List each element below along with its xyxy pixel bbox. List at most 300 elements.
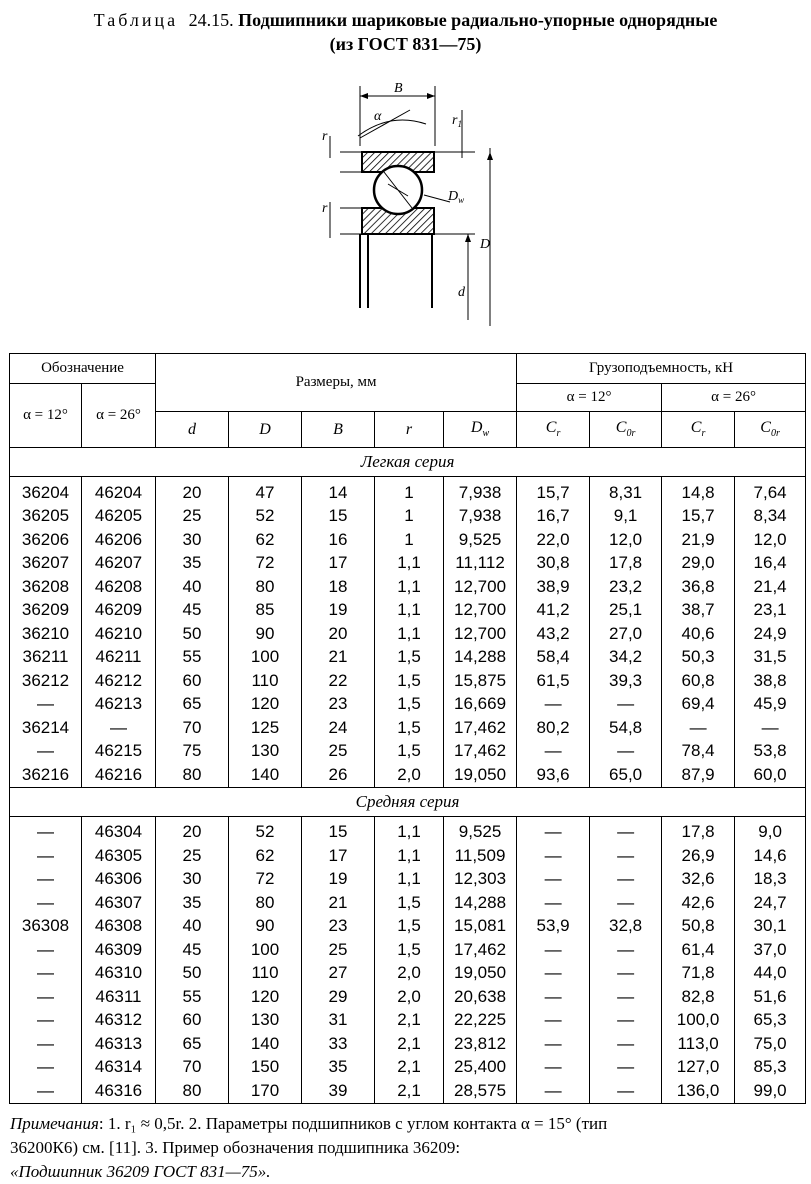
table-cell: 85 [229, 599, 302, 623]
table-cell: — [517, 891, 590, 915]
table-cell: — [590, 1079, 662, 1103]
header-C0r-12: $C_{0r}$ [590, 412, 662, 448]
table-cell: 1,5 [375, 891, 444, 915]
table-cell: 85,3 [735, 1056, 806, 1080]
table-cell: 16 [302, 528, 375, 552]
label-alpha: α [374, 109, 382, 124]
label-B: B [394, 81, 403, 96]
table-cell: 53,9 [517, 915, 590, 939]
table-cell: 17,8 [590, 552, 662, 576]
table-cell: 1 [375, 528, 444, 552]
table-cell: 46209 [82, 599, 156, 623]
table-cell: 36205 [10, 505, 82, 529]
header-Cr-12: $C_r$ [517, 412, 590, 448]
table-cell: 11,112 [444, 552, 517, 576]
table-cell: 36212 [10, 669, 82, 693]
table-cell: 36210 [10, 622, 82, 646]
table-cell: 87,9 [662, 763, 735, 787]
table-cell: 27,0 [590, 622, 662, 646]
table-cell: — [735, 716, 806, 740]
table-cell: 1,5 [375, 716, 444, 740]
table-cell: 9,525 [444, 816, 517, 844]
table-cell: 75 [156, 740, 229, 764]
table-cell: 46309 [82, 938, 156, 962]
table-cell: 36211 [10, 646, 82, 670]
table-cell: 110 [229, 962, 302, 986]
table-cell: 19,050 [444, 962, 517, 986]
header-alpha26: α = 26° [82, 384, 156, 448]
table-cell: 50 [156, 622, 229, 646]
table-cell: 46304 [82, 816, 156, 844]
table-cell: — [10, 962, 82, 986]
table-cell: 136,0 [662, 1079, 735, 1103]
table-cell: 25,1 [590, 599, 662, 623]
table-cell: 18,3 [735, 868, 806, 892]
table-cell: 15,081 [444, 915, 517, 939]
notes-line2: 36200К6) см. [11]. 3. Пример обозначения подшипника 36209: [10, 1138, 461, 1157]
notes-line1: : 1. r₁ ≈ 0,5r. 2. Параметры подшипников с углом контакта α = 15° (тип [98, 1114, 608, 1133]
table-cell: — [517, 1032, 590, 1056]
table-cell: 44,0 [735, 962, 806, 986]
table-cell: 170 [229, 1079, 302, 1103]
table-cell: 22,225 [444, 1009, 517, 1033]
table-cell: 75,0 [735, 1032, 806, 1056]
header-D: D [229, 412, 302, 448]
table-cell: 1 [375, 505, 444, 529]
table-cell: — [662, 716, 735, 740]
table-cell: 30 [156, 528, 229, 552]
table-cell: 36,8 [662, 575, 735, 599]
table-cell: 36209 [10, 599, 82, 623]
table-row [10, 477, 806, 505]
table-cell: 21 [302, 646, 375, 670]
table-cell: 120 [229, 693, 302, 717]
table-cell: 46306 [82, 868, 156, 892]
table-row [10, 505, 806, 529]
table-cell: 46314 [82, 1056, 156, 1080]
table-cell: 41,2 [517, 599, 590, 623]
table-row [10, 528, 806, 552]
table-cell: 23 [302, 693, 375, 717]
table-cell: — [590, 962, 662, 986]
table-cell: 46308 [82, 915, 156, 939]
table-cell: 80 [229, 891, 302, 915]
table-cell: 46310 [82, 962, 156, 986]
table-row [10, 985, 806, 1009]
table-cell: — [517, 1079, 590, 1103]
table-cell: 32,8 [590, 915, 662, 939]
series-light-label: Легкая серия [10, 448, 806, 477]
table-cell: 12,0 [735, 528, 806, 552]
table-cell: 2,1 [375, 1009, 444, 1033]
table-row [10, 891, 806, 915]
table-cell: 2,0 [375, 962, 444, 986]
table-cell: 46208 [82, 575, 156, 599]
table-row [10, 669, 806, 693]
table-cell: 37,0 [735, 938, 806, 962]
table-cell: — [517, 740, 590, 764]
table-cell: 23,812 [444, 1032, 517, 1056]
table-cell: 65 [156, 1032, 229, 1056]
table-cell: 46215 [82, 740, 156, 764]
table-cell: 43,2 [517, 622, 590, 646]
table-cell: 36204 [10, 477, 82, 505]
table-cell: 65,0 [590, 763, 662, 787]
table-cell: 51,6 [735, 985, 806, 1009]
table-cell: — [10, 985, 82, 1009]
table-cell: 62 [229, 528, 302, 552]
table-cell: 29 [302, 985, 375, 1009]
table-cell: 15 [302, 505, 375, 529]
table-cell: 1,1 [375, 844, 444, 868]
table-cell: 17,462 [444, 716, 517, 740]
table-cell: 9,525 [444, 528, 517, 552]
table-cell: 46313 [82, 1032, 156, 1056]
table-cell: 46207 [82, 552, 156, 576]
table-cell: 11,509 [444, 844, 517, 868]
table-cell: 17,462 [444, 938, 517, 962]
table-cell: 46206 [82, 528, 156, 552]
table-cell: 12,0 [590, 528, 662, 552]
table-cell: 34,2 [590, 646, 662, 670]
table-cell: 80 [156, 763, 229, 787]
table-cell: 14,288 [444, 646, 517, 670]
table-cell: 140 [229, 1032, 302, 1056]
table-cell: 25 [156, 844, 229, 868]
table-cell: 12,303 [444, 868, 517, 892]
table-cell: 61,5 [517, 669, 590, 693]
table-cell: 35 [156, 891, 229, 915]
table-cell: 65 [156, 693, 229, 717]
table-cell: 1,5 [375, 693, 444, 717]
table-cell: 52 [229, 816, 302, 844]
table-cell: — [517, 985, 590, 1009]
table-cell: 71,8 [662, 962, 735, 986]
table-cell: 24,7 [735, 891, 806, 915]
table-cell: 1,1 [375, 575, 444, 599]
table-row [10, 962, 806, 986]
notes-prefix: Примечания [10, 1114, 99, 1133]
table-cell: 20,638 [444, 985, 517, 1009]
table-cell: 23 [302, 915, 375, 939]
table-cell: 100,0 [662, 1009, 735, 1033]
table-cell: 15 [302, 816, 375, 844]
table-cell: — [590, 1056, 662, 1080]
table-cell: 45,9 [735, 693, 806, 717]
table-cell: 127,0 [662, 1056, 735, 1080]
table-cell: 1,1 [375, 622, 444, 646]
label-r-left: r [322, 201, 328, 216]
table-cell: 19 [302, 868, 375, 892]
table-cell: 1,5 [375, 740, 444, 764]
table-cell: — [10, 740, 82, 764]
table-row [10, 646, 806, 670]
table-cell: 20 [156, 816, 229, 844]
header-capacity: Грузоподъемность, кН [517, 354, 806, 384]
table-cell: 8,34 [735, 505, 806, 529]
table-cell: 33 [302, 1032, 375, 1056]
title-number: 24.15. [188, 10, 234, 30]
table-cell: 9,1 [590, 505, 662, 529]
table-cell: 23,1 [735, 599, 806, 623]
table-cell: 50,8 [662, 915, 735, 939]
table-cell: 113,0 [662, 1032, 735, 1056]
table-cell: 14 [302, 477, 375, 505]
table-cell: 25 [156, 505, 229, 529]
table-cell: 23,2 [590, 575, 662, 599]
table-cell: 26,9 [662, 844, 735, 868]
table-cell: 54,8 [590, 716, 662, 740]
table-cell: 58,4 [517, 646, 590, 670]
table-cell: 15,875 [444, 669, 517, 693]
table-cell: 17 [302, 844, 375, 868]
table-cell: — [10, 1032, 82, 1056]
table-title [0, 8, 811, 56]
table-cell: 14,6 [735, 844, 806, 868]
table-cell: 46311 [82, 985, 156, 1009]
table-cell: — [590, 816, 662, 844]
table-cell: 46211 [82, 646, 156, 670]
light-series-body [10, 448, 806, 788]
table-cell: 46316 [82, 1079, 156, 1103]
label-Dw: $D_w$ [448, 189, 465, 205]
table-cell: — [590, 1032, 662, 1056]
table-row [10, 716, 806, 740]
table-cell: 2,1 [375, 1079, 444, 1103]
table-cell: 40,6 [662, 622, 735, 646]
label-D: D [480, 237, 491, 252]
table-cell: 21,9 [662, 528, 735, 552]
table-cell: 80,2 [517, 716, 590, 740]
table-row [10, 816, 806, 844]
table-cell: — [590, 844, 662, 868]
table-cell: 15,7 [517, 477, 590, 505]
table-cell: 38,8 [735, 669, 806, 693]
table-cell: — [517, 868, 590, 892]
table-cell: — [517, 816, 590, 844]
table-cell: — [590, 938, 662, 962]
table-cell: — [517, 693, 590, 717]
table-cell: 55 [156, 646, 229, 670]
table-cell: 36207 [10, 552, 82, 576]
table-cell: — [517, 844, 590, 868]
header-Dw: $D_w$ [444, 412, 517, 448]
table-cell: 80 [229, 575, 302, 599]
table-cell: 40 [156, 915, 229, 939]
table-cell: 46305 [82, 844, 156, 868]
table-cell: 1 [375, 477, 444, 505]
table-cell: 8,31 [590, 477, 662, 505]
table-cell: 60,8 [662, 669, 735, 693]
table-cell: — [590, 868, 662, 892]
table-cell: 2,0 [375, 985, 444, 1009]
table-row [10, 552, 806, 576]
medium-series-body [10, 787, 806, 1103]
table-cell: 31,5 [735, 646, 806, 670]
table-cell: — [590, 693, 662, 717]
table-cell: 17 [302, 552, 375, 576]
table-cell: 130 [229, 1009, 302, 1033]
table-cell: 72 [229, 868, 302, 892]
table-cell: 21,4 [735, 575, 806, 599]
table-cell: 55 [156, 985, 229, 1009]
table-cell: 1,5 [375, 938, 444, 962]
table-cell: 26 [302, 763, 375, 787]
table-cell: 20 [302, 622, 375, 646]
table-cell: 19,050 [444, 763, 517, 787]
label-r-left-top: r [322, 129, 328, 144]
table-cell: — [10, 868, 82, 892]
table-cell: — [10, 844, 82, 868]
table-cell: 50 [156, 962, 229, 986]
table-row [10, 868, 806, 892]
table-cell: 25,400 [444, 1056, 517, 1080]
table-cell: — [10, 1056, 82, 1080]
table-cell: 2,1 [375, 1032, 444, 1056]
table-row [10, 622, 806, 646]
header-d: d [156, 412, 229, 448]
table-cell: 45 [156, 938, 229, 962]
table-cell: 36216 [10, 763, 82, 787]
table-cell: 35 [302, 1056, 375, 1080]
header-alpha12: α = 12° [10, 384, 82, 448]
table-cell: 93,6 [517, 763, 590, 787]
table-cell: 62 [229, 844, 302, 868]
table-cell: 130 [229, 740, 302, 764]
table-cell: — [517, 962, 590, 986]
table-cell: 50,3 [662, 646, 735, 670]
series-medium-label: Средняя серия [10, 787, 806, 816]
table-cell: 69,4 [662, 693, 735, 717]
table-cell: — [590, 891, 662, 915]
table-cell: 46210 [82, 622, 156, 646]
table-cell: 80 [156, 1079, 229, 1103]
table-notes [10, 1112, 810, 1184]
table-cell: 19 [302, 599, 375, 623]
table-cell: 120 [229, 985, 302, 1009]
table-cell: 30 [156, 868, 229, 892]
table-cell: 38,7 [662, 599, 735, 623]
table-cell: 38,9 [517, 575, 590, 599]
table-cell: — [10, 891, 82, 915]
table-cell: — [82, 716, 156, 740]
table-cell: 1,5 [375, 669, 444, 693]
table-cell: 100 [229, 646, 302, 670]
table-cell: 22 [302, 669, 375, 693]
table-row [10, 1009, 806, 1033]
table-cell: 14,288 [444, 891, 517, 915]
table-cell: 46204 [82, 477, 156, 505]
table-cell: — [517, 1056, 590, 1080]
table-cell: 30,1 [735, 915, 806, 939]
table-cell: 12,700 [444, 575, 517, 599]
table-cell: 1,1 [375, 816, 444, 844]
table-cell: 40 [156, 575, 229, 599]
table-cell: 17,462 [444, 740, 517, 764]
table-cell: 1,5 [375, 915, 444, 939]
table-cell: 7,938 [444, 505, 517, 529]
bearing-cross-section-icon [300, 78, 500, 330]
table-cell: 90 [229, 915, 302, 939]
table-cell: 110 [229, 669, 302, 693]
header-r: r [375, 412, 444, 448]
header-Cr-26: $C_r$ [662, 412, 735, 448]
table-cell: 140 [229, 763, 302, 787]
table-cell: 20 [156, 477, 229, 505]
title-text-line2: (из ГОСТ 831—75) [329, 34, 482, 54]
table-cell: 21 [302, 891, 375, 915]
table-row [10, 599, 806, 623]
table-cell: 29,0 [662, 552, 735, 576]
header-B: B [302, 412, 375, 448]
table-cell: 1,5 [375, 646, 444, 670]
table-cell: — [590, 985, 662, 1009]
table-cell: 32,6 [662, 868, 735, 892]
table-cell: 46307 [82, 891, 156, 915]
label-r1: $r_1$ [452, 113, 462, 129]
table-cell: 1,1 [375, 599, 444, 623]
header-designation: Обозначение [10, 354, 156, 384]
table-cell: 42,6 [662, 891, 735, 915]
header-cap-alpha12: α = 12° [517, 384, 662, 412]
table-cell: 12,700 [444, 622, 517, 646]
table-cell: — [10, 693, 82, 717]
title-label: Таблица [93, 10, 179, 30]
table-cell: 60 [156, 669, 229, 693]
table-cell: 18 [302, 575, 375, 599]
table-cell: 90 [229, 622, 302, 646]
table-cell: — [590, 740, 662, 764]
table-cell: — [10, 816, 82, 844]
table-cell: 7,938 [444, 477, 517, 505]
table-cell: 30,8 [517, 552, 590, 576]
table-cell: 39,3 [590, 669, 662, 693]
bearing-drawing [300, 78, 500, 330]
table-row [10, 575, 806, 599]
table-cell: 25 [302, 938, 375, 962]
table-cell: 1,1 [375, 868, 444, 892]
table-cell: 12,700 [444, 599, 517, 623]
table-row [10, 1079, 806, 1103]
table-cell: 22,0 [517, 528, 590, 552]
table-cell: 60,0 [735, 763, 806, 787]
table-cell: 46216 [82, 763, 156, 787]
table-cell: — [517, 1009, 590, 1033]
table-cell: — [517, 938, 590, 962]
table-cell: 150 [229, 1056, 302, 1080]
table-cell: 31 [302, 1009, 375, 1033]
table-cell: 9,0 [735, 816, 806, 844]
table-row [10, 915, 806, 939]
header-cap-alpha26: α = 26° [662, 384, 806, 412]
table-cell: 2,0 [375, 763, 444, 787]
table-row [10, 763, 806, 787]
table-cell: 65,3 [735, 1009, 806, 1033]
bearings-table [9, 353, 806, 1104]
title-text-line1: Подшипники шариковые радиально-упорные однорядные [238, 10, 718, 30]
table-cell: 14,8 [662, 477, 735, 505]
table-cell: 99,0 [735, 1079, 806, 1103]
table-cell: 25 [302, 740, 375, 764]
table-row [10, 693, 806, 717]
table-cell: — [10, 1079, 82, 1103]
table-cell: 46213 [82, 693, 156, 717]
table-cell: 47 [229, 477, 302, 505]
table-cell: — [10, 938, 82, 962]
table-cell: 45 [156, 599, 229, 623]
table-cell: 36214 [10, 716, 82, 740]
table-cell: 125 [229, 716, 302, 740]
